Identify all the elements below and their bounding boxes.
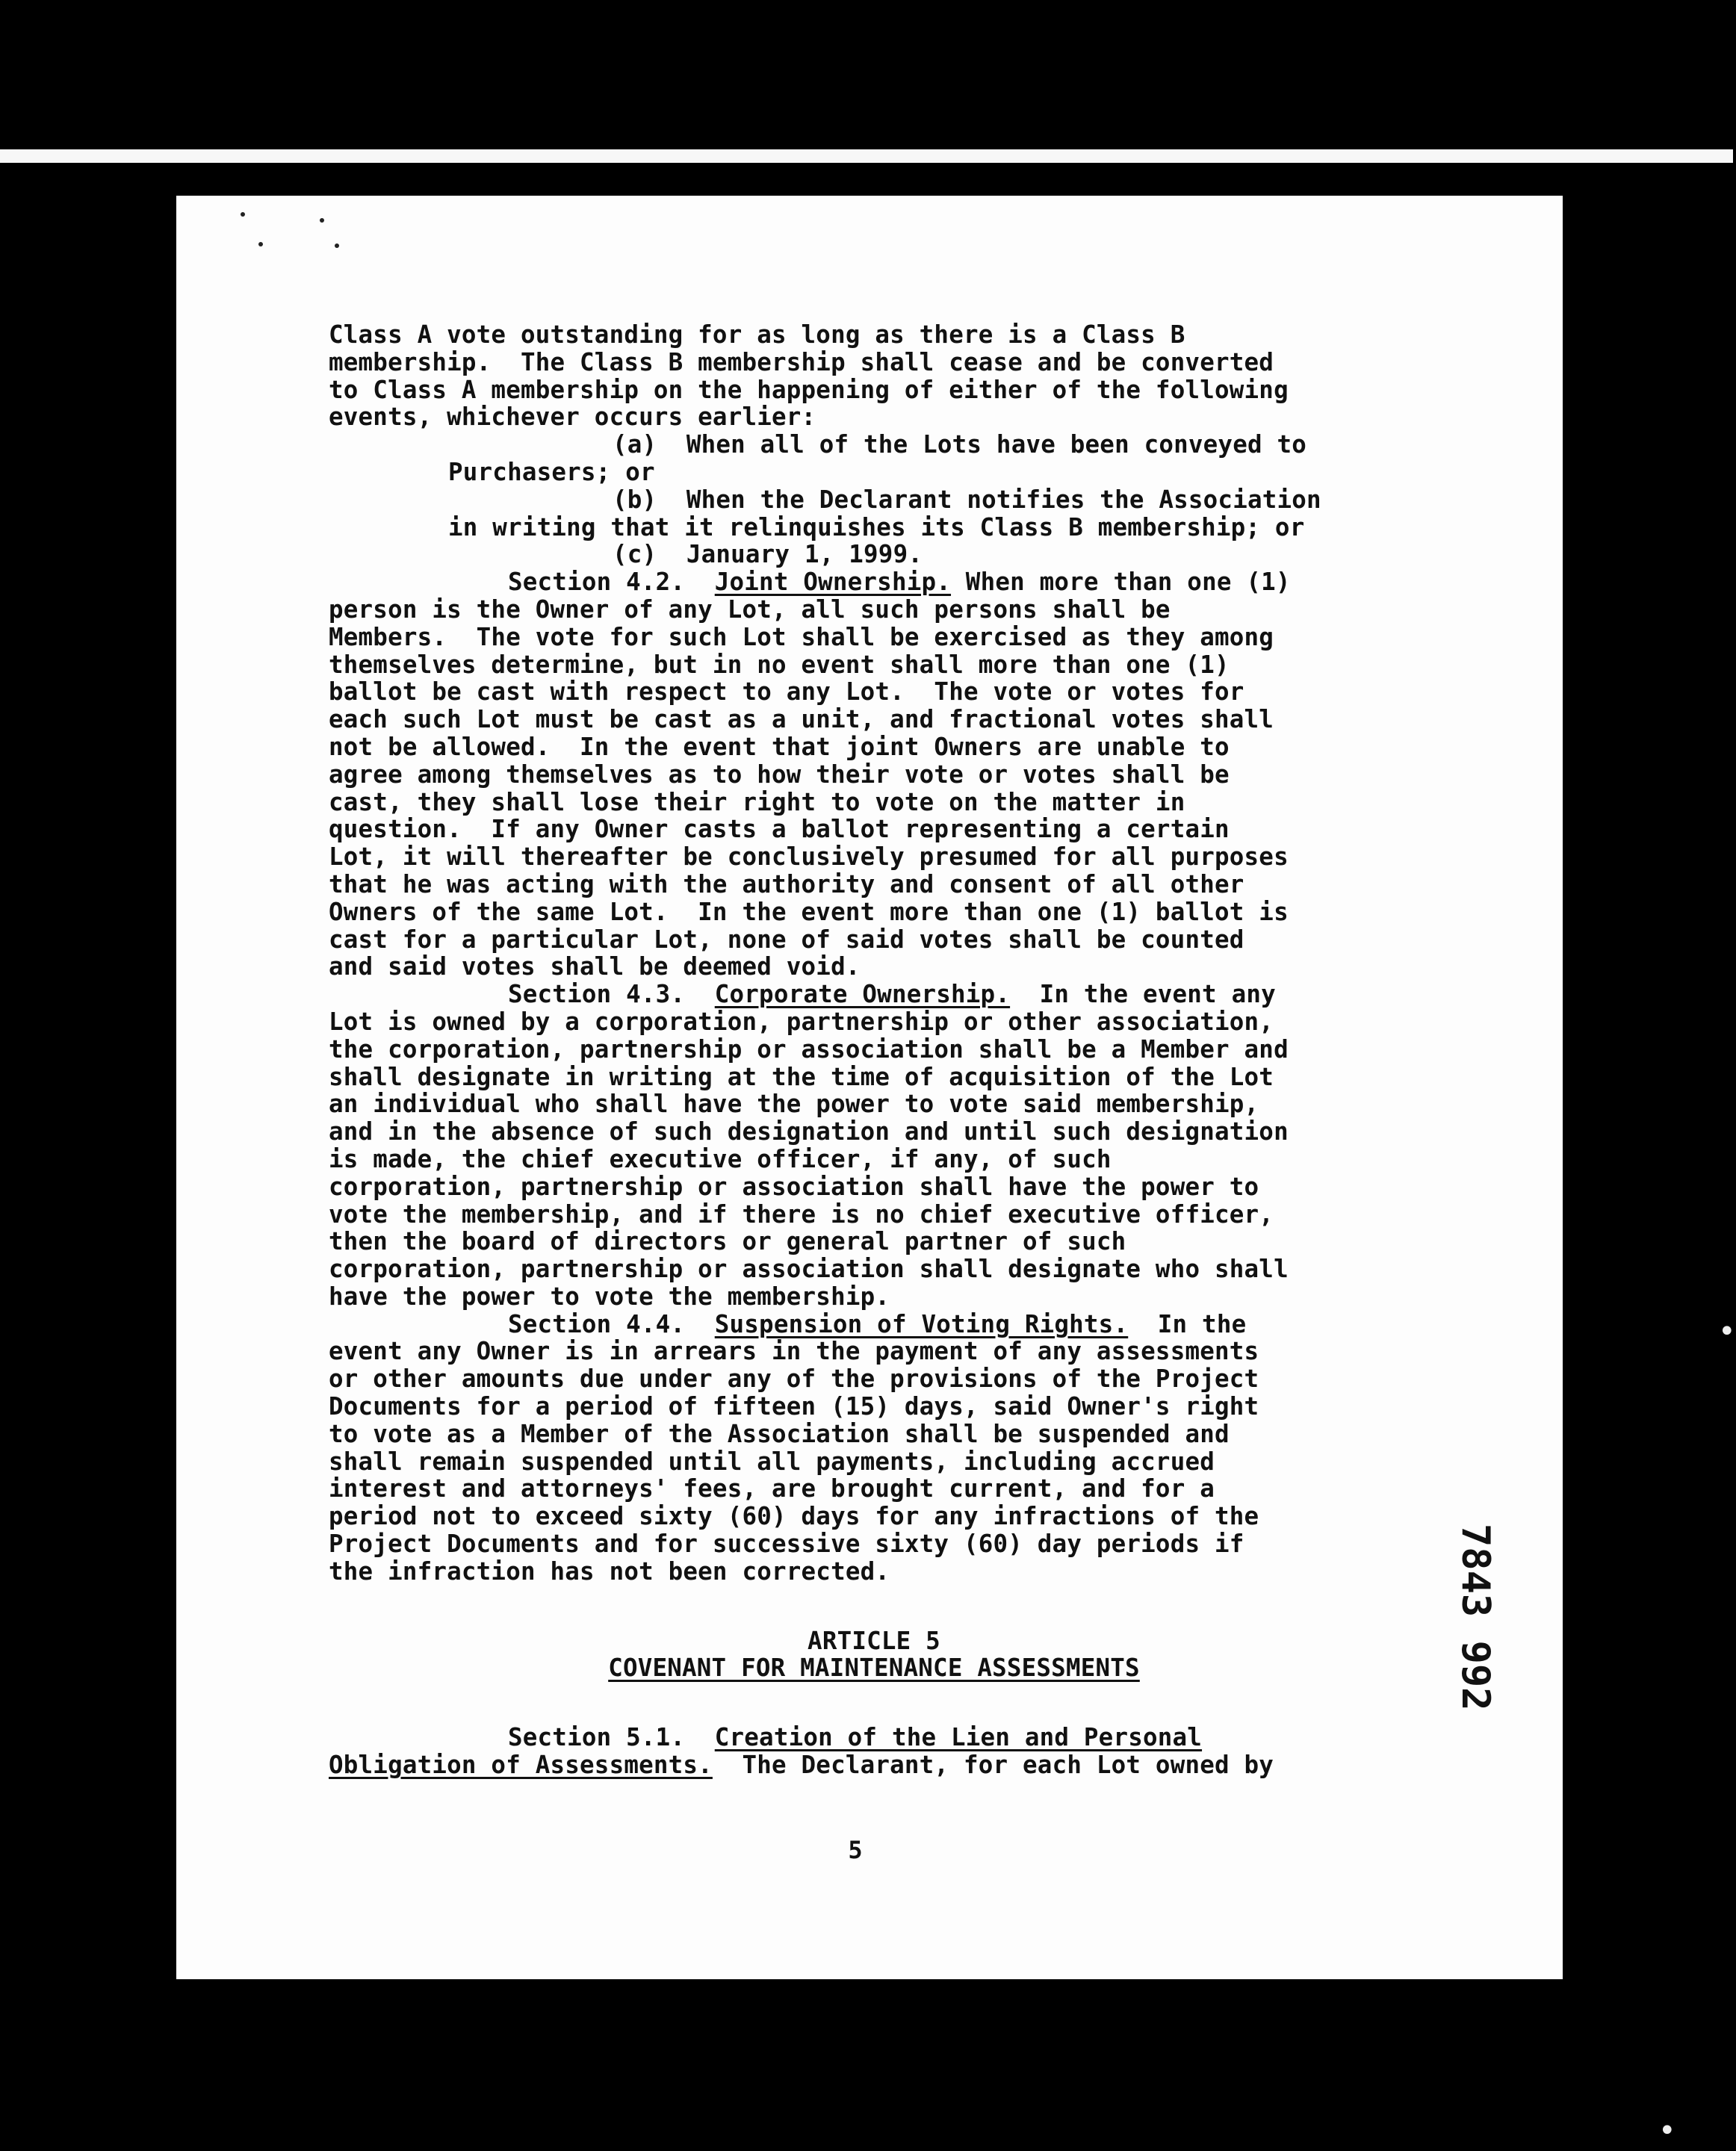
text-line: period not to exceed sixty (60) days for any infractions of the [329, 1502, 1259, 1531]
list-item-a: (a) When all of the Lots have been conveyed to [613, 430, 1307, 459]
scanner-edge-line [0, 149, 1733, 163]
text-line: cast, they shall lose their right to vote on the matter in [329, 787, 1185, 816]
list-item-a-cont: Purchasers; or [448, 457, 655, 486]
page-number: 5 [848, 1836, 863, 1864]
article-title-text: COVENANT FOR MAINTENANCE ASSESSMENTS [608, 1654, 1140, 1683]
section-title: Joint Ownership. [714, 568, 952, 597]
text-line: membership. The Class B membership shall cease and be converted [329, 347, 1274, 376]
text-line: agree among themselves as to how their vote or votes shall be [329, 760, 1230, 789]
scan-speck [320, 218, 324, 223]
section-number: Section 4.2. [508, 568, 686, 597]
text-line: interest and attorneys' fees, are brought current, and for a [329, 1474, 1215, 1503]
text-line: and in the absence of such designation and until such designation [329, 1117, 1289, 1146]
text-line: Members. The vote for such Lot shall be exercised as they among [329, 622, 1274, 651]
section-5-1-heading [329, 1724, 1419, 1751]
section-title: Suspension of Voting Rights. [714, 1309, 1129, 1338]
scan-speck [335, 243, 339, 248]
text-line: then the board of directors or general partner of such [329, 1227, 1126, 1256]
section-number: Section 4.4. [508, 1309, 686, 1338]
text-line: themselves determine, but in no event shall more than one (1) [329, 650, 1230, 679]
recording-stamp [1449, 1516, 1501, 1785]
text-line: the infraction has not been corrected. [329, 1556, 890, 1586]
text-line: is made, the chief executive officer, if any, of such [329, 1144, 1112, 1173]
scan-edge-mark: • [1718, 1314, 1736, 1349]
text-line: Class A vote outstanding for as long as there is a Class B [329, 320, 1185, 349]
text-line: Owners of the same Lot. In the event more than one (1) ballot is [329, 897, 1289, 926]
scan-speck [258, 242, 263, 246]
text-line: ballot be cast with respect to any Lot. The vote or votes for [329, 677, 1244, 707]
list-item-b: (b) When the Declarant notifies the Association [613, 485, 1321, 514]
text-line: not be allowed. In the event that joint Owners are unable to [329, 732, 1230, 761]
text-line: the corporation, partnership or association shall be a Member and [329, 1034, 1289, 1064]
text-line: Lot, it will thereafter be conclusively presumed for all purposes [329, 842, 1289, 872]
list-item-c: (c) January 1, 1999. [613, 540, 923, 569]
text-line: question. If any Owner casts a ballot representing a certain [329, 815, 1230, 844]
text-line: events, whichever occurs earlier: [329, 403, 816, 432]
list-item-b-cont: in writing that it relinquishes its Class B membership; or [448, 512, 1305, 541]
text-line: cast for a particular Lot, none of said votes shall be counted [329, 925, 1244, 954]
article-title [329, 1654, 1419, 1682]
scanner-border-top [0, 0, 1733, 149]
section-4-4-heading [329, 1311, 1419, 1338]
article-heading: ARTICLE 5 [807, 1626, 940, 1655]
text-line: to Class A membership on the happening of either of the following [329, 375, 1289, 404]
text-line: to vote as a Member of the Association shall be suspended and [329, 1419, 1230, 1448]
text-line: and said votes shall be deemed void. [329, 952, 861, 981]
text-line: or other amounts due under any of the provisions of the Project [329, 1365, 1259, 1394]
section-text: In the event any [1010, 980, 1276, 1009]
section-text: The Declarant, for each Lot owned by [712, 1751, 1274, 1780]
text-line: each such Lot must be cast as a unit, and fractional votes shall [329, 705, 1274, 734]
text-line: an individual who shall have the power to vote said membership, [329, 1090, 1259, 1119]
text-line: Lot is owned by a corporation, partnership or other association, [329, 1007, 1274, 1036]
recording-stamp-number: 7843 992 [1453, 1524, 1498, 1711]
text-line: vote the membership, and if there is no chief executive officer, [329, 1199, 1274, 1229]
text-line: have the power to vote the membership. [329, 1282, 890, 1311]
text-line: that he was acting with the authority and consent of all other [329, 869, 1244, 898]
text-line: Documents for a period of fifteen (15) days, said Owner's right [329, 1392, 1259, 1421]
section-4-2-heading [329, 568, 1419, 596]
section-title: Creation of the Lien and Personal [714, 1723, 1203, 1752]
section-number: Section 5.1. [508, 1723, 686, 1752]
text-line: event any Owner is in arrears in the payment of any assessments [329, 1337, 1259, 1366]
text-line: shall designate in writing at the time of acquisition of the Lot [329, 1062, 1274, 1091]
section-number: Section 4.3. [508, 980, 686, 1009]
text-line [329, 1751, 1419, 1779]
text-line: shall remain suspended until all payments, including accrued [329, 1447, 1215, 1476]
text-line: corporation, partnership or association shall have the power to [329, 1172, 1259, 1201]
document-body [329, 321, 1419, 1779]
recording-stamp-graphic [1449, 1516, 1501, 1785]
section-text: In the [1128, 1309, 1247, 1338]
scan-speck [241, 212, 245, 217]
text-line: Project Documents and for successive sixty (60) day periods if [329, 1530, 1244, 1559]
section-title: Corporate Ownership. [714, 980, 1011, 1009]
section-4-3-heading [329, 981, 1419, 1008]
section-text: When more than one (1) [951, 568, 1291, 597]
section-title-cont: Obligation of Assessments. [329, 1751, 713, 1780]
text-line: corporation, partnership or association shall designate who shall [329, 1255, 1289, 1284]
text-line: person is the Owner of any Lot, all such persons shall be [329, 595, 1171, 624]
scan-edge-mark: • [1658, 2114, 1676, 2148]
